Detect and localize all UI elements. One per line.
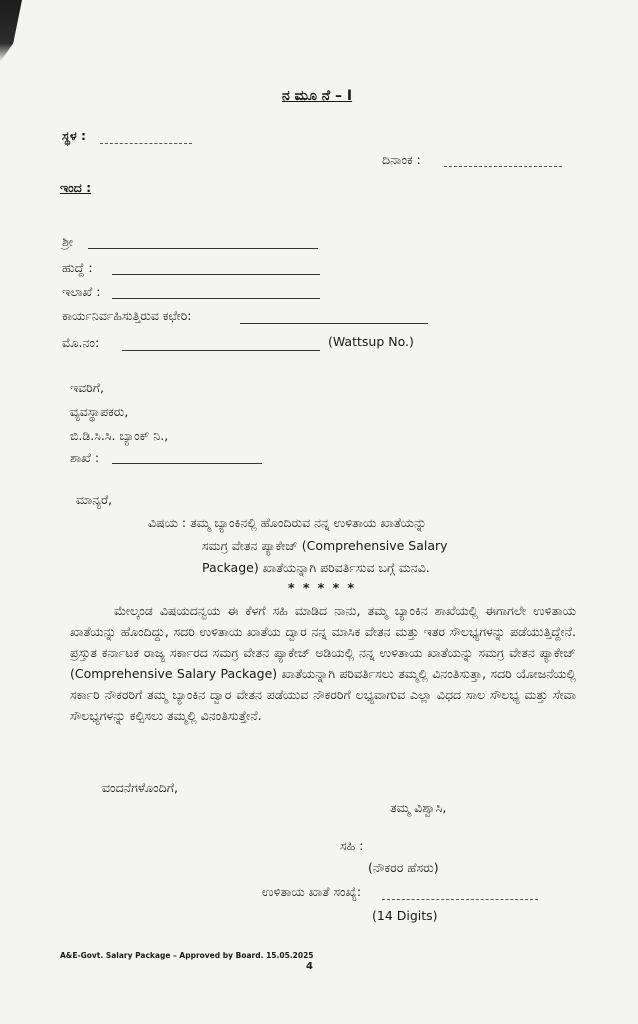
account-number-field[interactable] <box>382 899 538 900</box>
body-paragraph: ಮೇಲ್ಕಂಡ ವಿಷಯದನ್ವಯ ಈ ಕೆಳಗೆ ಸಹಿ ಮಾಡಿದ ನಾನು, ತಮ್ಮ ಬ್ಯಾಂಕಿನ ಶಾಖೆಯಲ್ಲಿ ಈಗಾಗಲೇ ಉಳಿತಾಯ ಖಾತೆಯನ್ನು ಹೊಂದಿದ್ದು, ಸದರಿ ಉಳಿತಾಯ ಖಾತೆಯ ದ್ವಾರ ನನ್ನ ಮಾಸಿಕ ವೇತನ ಮತ್ತು ಇತರ ಸೌಲಭ್ಯಗಳನ್ನು ಪಡೆಯುತ್ತಿದ್ದೇನೆ. ಪ್ರಸ್ತುತ ಕರ್ನಾಟಕ ರಾಜ್ಯ ಸರ್ಕಾರದ ಸಮಗ್ರ ವೇತನ ಪ್ಯಾಕೇಜ್ ಅಡಿಯಲ್ಲಿ ನನ್ನ ಉಳಿತಾಯ ಖಾತೆಯನ್ನು ಸಮಗ್ರ ವೇತನ ಪ್ಯಾಕೇಜ್ (Comprehensive Salary Package) ಖಾತೆಯನ್ನಾಗಿ ಪರಿವರ್ತಿಸಲು ತಮ್ಮಲ್ಲಿ ವಿನಂತಿಸುತ್ತಾ, ಸದರಿ ಯೋಜನೆಯಲ್ಲಿ ಸರ್ಕಾರಿ ನೌಕರರಿಗೆ ತಮ್ಮ ಬ್ಯಾಂಕಿನ ದ್ವಾರ ವೇತನ ಪಡೆಯುವ ನೌಕರರಿಗೆ ಲಭ್ಯವಾಗುವ ಎಲ್ಲಾ ವಿಧದ ಸಾಲ ಸೌಲಭ್ಯ ಮತ್ತು ಸೇವಾ ಸೌಲಭ್ಯಗಳನ್ನು ಕಲ್ಪಿಸಲು ತಮ್ಮಲ್ಲಿ ವಿನಂತಿಸುತ್ತೇನೆ. <box>70 603 576 723</box>
signature-label: ಸಹಿ : <box>340 838 364 853</box>
mobile-note: (Wattsup No.) <box>328 334 414 349</box>
subject-line-3: Package) ಖಾತೆಯನ್ನಾಗಿ ಪರಿವರ್ತಿಸುವ ಬಗ್ಗೆ ಮನವಿ. <box>202 560 430 575</box>
designation-field[interactable] <box>112 274 320 275</box>
recipient-to: ಇವರಿಗೆ, <box>70 380 104 395</box>
office-field[interactable] <box>240 323 428 324</box>
recipient-bank: ಬಿ.ಡಿ.ಸಿ.ಸಿ. ಬ್ಯಾಂಕ್ ನಿ., <box>70 428 169 443</box>
subject-line-1: ವಿಷಯ : ತಮ್ಮ ಬ್ಯಾಂಕಿನಲ್ಲಿ ಹೊಂದಿರುವ ನನ್ನ ಉಳಿತಾಯ ಖಾತೆಯನ್ನು <box>148 515 427 530</box>
from-label: ಇಂದ : <box>60 180 92 195</box>
recipient-manager: ವ್ಯವಸ್ಥಾಪಕರು, <box>70 404 129 419</box>
date-label: ದಿನಾಂಕ : <box>382 152 421 167</box>
department-field[interactable] <box>112 298 320 299</box>
footer-text: A&E-Govt. Salary Package – Approved by Board. 15.05.2025 <box>60 951 314 960</box>
place-field[interactable] <box>100 143 192 144</box>
designation-label: ಹುದ್ದೆ : <box>62 260 93 275</box>
account-note: (14 Digits) <box>372 908 438 923</box>
name-field[interactable] <box>88 248 318 249</box>
place-label: ಸ್ಥಳ : <box>62 128 87 143</box>
branch-label: ಶಾಖೆ : <box>70 450 100 465</box>
subject-line-2: ಸಮಗ್ರ ವೇತನ ಪ್ಯಾಕೇಜ್ (Comprehensive Salary <box>202 538 448 553</box>
department-label: ಇಲಾಖೆ : <box>62 284 101 299</box>
photo-edge-shadow <box>0 0 22 62</box>
yours-faithfully: ತಮ್ಮ ವಿಶ್ವಾಸಿ, <box>390 800 447 815</box>
form-title: ನ ಮೂ ನೆ – I <box>282 88 353 104</box>
date-field[interactable] <box>444 166 562 167</box>
closing: ವಂದನೆಗಳೊಂದಿಗೆ, <box>102 780 178 795</box>
employee-name-label: (ನೌಕರರ ಹೆಸರು) <box>368 860 439 875</box>
page-number: 4 <box>306 961 313 972</box>
branch-field[interactable] <box>112 463 262 464</box>
mobile-field[interactable] <box>122 350 320 351</box>
name-prefix: ಶ್ರೀ <box>62 234 74 249</box>
account-label: ಉಳಿತಾಯ ಖಾತೆ ಸಂಖ್ಯೆ: <box>262 884 362 899</box>
mobile-label: ಮೊ.ನಂ: <box>62 335 100 350</box>
separator-stars: * * * * * <box>288 580 357 595</box>
salutation: ಮಾನ್ಯರೆ, <box>76 492 113 507</box>
office-label: ಕಾರ್ಯನಿರ್ವಹಿಸುತ್ತಿರುವ ಕಛೇರಿ: <box>62 308 192 323</box>
